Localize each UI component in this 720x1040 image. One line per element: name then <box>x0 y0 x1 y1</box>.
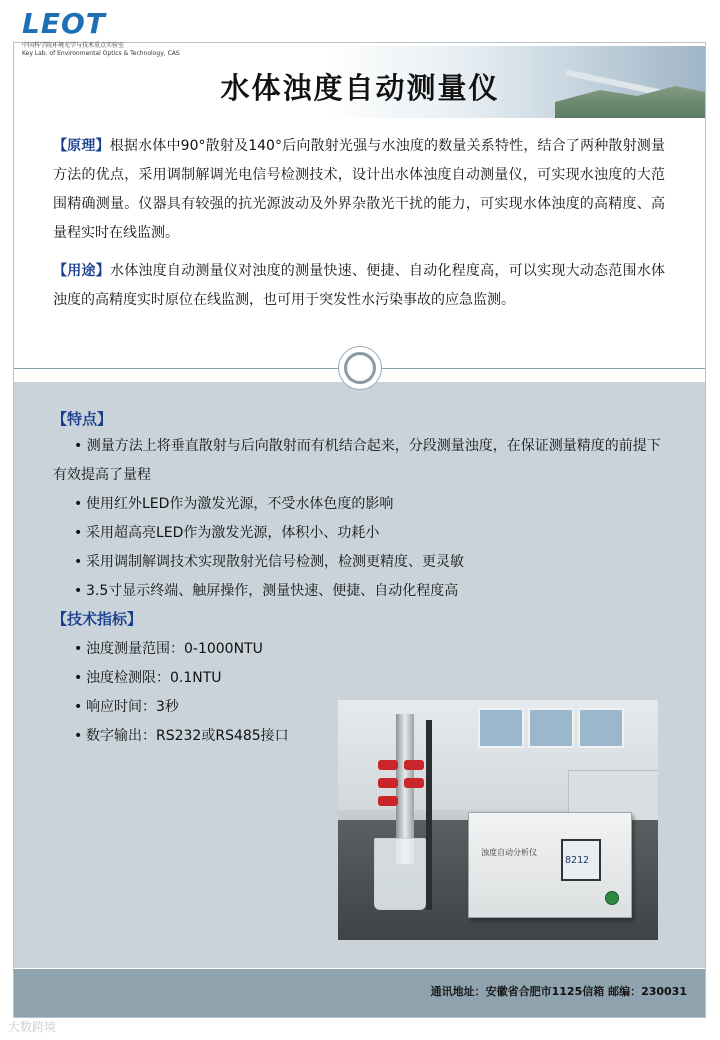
usage-tag: 【用途】 <box>53 263 110 279</box>
divider-medallion-icon <box>338 346 382 390</box>
feature-item-5: • 3.5寸显示终端、触屏操作，测量快速、便捷、自动化程度高 <box>74 577 458 606</box>
analyzer-label: 浊度自动分析仪 <box>481 848 537 857</box>
specs-title: 【技术指标】 <box>52 610 143 628</box>
photo-clamp <box>378 778 398 788</box>
feature-item-3: • 采用超高亮LED作为激发光源，体积小、功耗小 <box>74 519 379 548</box>
photo-poster <box>578 708 624 748</box>
analyzer-reading: 8212 <box>565 855 590 866</box>
page-title: 水体浊度自动测量仪 <box>220 71 500 105</box>
principle-tag: 【原理】 <box>53 138 110 154</box>
spec-item-1: • 浊度测量范围：0-1000NTU <box>74 635 263 664</box>
instrument-photo <box>338 700 658 940</box>
logo-subtitle-en: Key Lab. of Environmental Optics & Technology, CAS <box>22 50 180 57</box>
photo-analyzer <box>468 812 632 918</box>
photo-stand <box>426 720 432 910</box>
feature-item-2: • 使用红外LED作为激发光源，不受水体色度的影响 <box>74 490 393 519</box>
bullet-dot-icon: • <box>74 525 83 541</box>
bullet-dot-icon: • <box>74 496 83 512</box>
features-title: 【特点】 <box>52 410 113 428</box>
spec-item-2: • 浊度检测限：0.1NTU <box>74 664 222 693</box>
spec-item-3: • 响应时间：3秒 <box>74 693 179 722</box>
principle-text: 根据水体中90°散射及140°后向散射光强与水浊度的数量关系特性，结合了两种散射测量方法的优点，采用调制解调光电信号检测技术，设计出水体浊度自动测量仪，可实现水浊度的大范围精确测量。仪器具有较强的抗光源波动及外界杂散光干扰的能力，可实现水体浊度的高精度、高量程实时在线监测。 <box>53 138 665 241</box>
logo-subtitle <box>22 42 192 58</box>
bullet-dot-icon: • <box>74 583 83 599</box>
bullet-dot-icon: • <box>74 554 83 570</box>
photo-poster <box>478 708 524 748</box>
photo-beaker <box>374 838 426 910</box>
feature-item-4: • 采用调制解调技术实现散射光信号检测，检测更精度、更灵敏 <box>74 548 464 577</box>
principle-paragraph <box>53 132 665 248</box>
logo-subtitle-cn: 中国科学院环境光学与技术重点实验室 <box>22 42 125 49</box>
photo-clamp <box>378 796 398 806</box>
footer-address: 通讯地址：安徽省合肥市1125信箱 邮编：230031 <box>430 985 687 998</box>
bullet-dot-icon: • <box>74 670 83 686</box>
spec-item-4: • 数字输出：RS232或RS485接口 <box>74 722 289 751</box>
photo-poster <box>528 708 574 748</box>
photo-clamp <box>378 760 398 770</box>
bullet-dot-icon: • <box>74 641 83 657</box>
analyzer-screen <box>561 839 601 881</box>
bullet-dot-icon: • <box>74 438 83 454</box>
leot-logo: LEOT <box>22 7 106 40</box>
photo-clamp <box>404 778 424 788</box>
medallion-ring <box>344 352 376 384</box>
bullet-dot-icon: • <box>74 699 83 715</box>
photo-clamp <box>404 760 424 770</box>
power-button-icon <box>605 891 619 905</box>
usage-text: 水体浊度自动测量仪对浊度的测量快速、便捷、自动化程度高，可以实现大动态范围水体浊度的高精度实时原位在线监测，也可用于突发性水污染事故的应急监测。 <box>53 263 665 308</box>
feature-item-1: • 测量方法上将垂直散射与后向散射而有机结合起来，分段测量浊度，在保证测量精度的前提下有效提高了量程 <box>53 438 661 483</box>
bullet-dot-icon: • <box>74 728 83 744</box>
usage-paragraph <box>53 257 665 315</box>
footer-bar <box>14 969 705 1017</box>
watermark: 大数跨境 <box>8 1020 57 1034</box>
